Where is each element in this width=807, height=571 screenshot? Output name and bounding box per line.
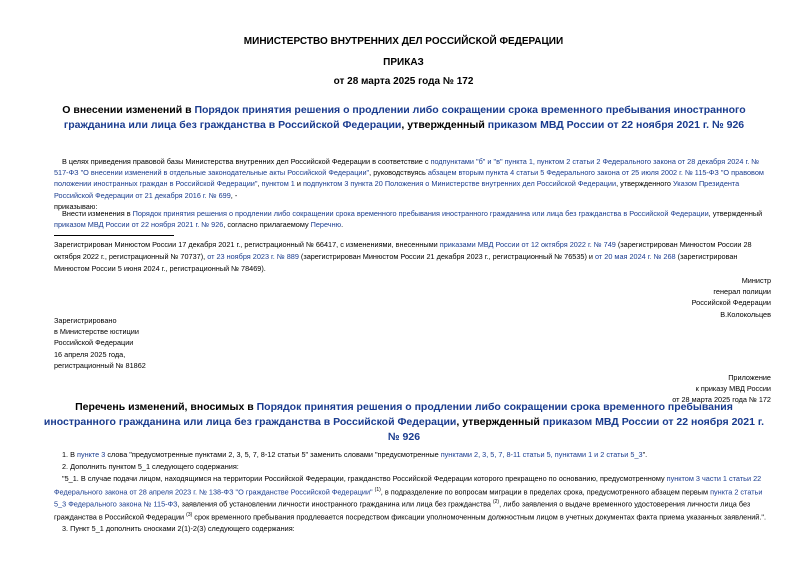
order-926-link[interactable]: приказом МВД России от 22 ноября 2021 г. № 926: [54, 220, 224, 230]
list-title: Перечень изменений, вносимых в Порядок принятия решения о продлении либо сокращении срока временного пребывания иностранного гражданина или лица без гражданства в Российской Федерации, утвержденный приказом МВД России от 22 ноября 2021 г. № 926: [43, 401, 765, 443]
law-138-link[interactable]: пунктом 3 части 1 статьи 22 Федерального закона от 28 апреля 2023 г. № 138-ФЗ "О гражданстве Российской Федерации": [54, 474, 762, 497]
order-title: О внесении изменений в Порядок принятия решения о продлении либо сокращении срока временного пребывания иностранного гражданина или лица без гражданства в Российской Федерации, утвержденный приказом МВД России от 22 ноября 2021 г. № 926: [62, 104, 746, 131]
list-item: 3. Пункт 5_1 дополнить сносками 2(1)-2(3) следующего содержания:: [62, 524, 295, 534]
main-order-paragraph: Внести изменения в Порядок принятия решения о продлении либо сокращении срока временного пребывания иностранного гражданина или лица без гражданства в Российской Федерации, утвержденный приказом МВД России от 22 ноября 2021 г. № 926, согласно прилагаемому Перечню.: [54, 209, 763, 230]
point-1-link[interactable]: пунктом 1: [261, 179, 295, 189]
article-5-3-link[interactable]: пункта 2 статьи 5_3 Федерального закона № 115-ФЗ: [54, 487, 763, 509]
ministry-heading: МИНИСТЕРСТВО ВНУТРЕННИХ ДЕЛ РОССИЙСКОЙ ФЕДЕРАЦИИ: [243, 36, 564, 47]
order-749-link[interactable]: приказами МВД России от 12 октября 2022 г. № 749: [439, 240, 616, 249]
procedure-link[interactable]: Порядок принятия решения о продлении либо сокращении срока временного пребывания иностранного гражданина или лица без гражданства в Российской Федерации: [132, 209, 709, 218]
registration-block: Зарегистрировано в Министерстве юстиции Российской Федерации 16 апреля 2025 года, регистрационный № 81862: [54, 316, 146, 370]
decree-699-link[interactable]: Указом Президента Российской Федерации от 21 декабря 2016 г. № 699: [54, 179, 740, 200]
changes-list: [54, 449, 772, 535]
list-title-order-link[interactable]: приказом МВД России от 22 ноября 2021 г. № 926: [387, 416, 765, 443]
order-889-link[interactable]: от 23 ноября 2023 г. № 889: [207, 252, 299, 261]
list-item: 1. В пункте 3 слова "предусмотренные пунктами 2, 3, 5, 7, 8-12 статьи 5" заменить словами "предусмотренные пунктами 2, 3, 5, 7, 8-11 статьи 5, пунктами 1 и 2 статьи 5_3".: [62, 450, 648, 459]
regulation-link[interactable]: подпунктом 3 пункта 20 Положения о Министерстве внутренних дел Российской Федерации: [302, 179, 617, 189]
list-item: "5_1. В случае подачи лицом, находящимся на территории Российской Федерации, гражданство Российской Федерации которого прекращено по основанию, предусмотренному пунктом 3 части 1 статьи 22 Федерального закона от 28 апреля 2023 г. № 138-ФЗ "О гражданстве Российской Федерации" $^{(1)}$, в подразделение по вопросам миграции в пределах срока, предусмотренного абзацем первым пункта 2 статьи 5_3 Федерального закона № 115-ФЗ, заявления об установлении личности иностранного гражданина или лица без гражданства $^{(2)}$, либо заявления о выдаче временного удостоверения личности лица без гражданства в Российской Федерации $^{(3)}$ срок временного пребывания продлевается посредством фиксации уполномоченным должностным лицом в учетных документах факта приема указанных заявлений.".: [54, 474, 767, 522]
order-268-link[interactable]: от 20 мая 2024 г. № 268: [595, 252, 676, 261]
list-item: 2. Дополнить пунктом 5_1 следующего содержания:: [62, 462, 239, 472]
appendix-header: Приложение к приказу МВД России от 28 марта 2025 года № 172: [672, 373, 771, 405]
points-link[interactable]: пунктами 2, 3, 5, 7, 8-11 статьи 5, пунктами 1 и 2 статьи 5_3: [440, 450, 643, 459]
signature-block: Министр генерал полиции Российской Федерации В.Колокольцев: [691, 276, 771, 319]
title-procedure-link[interactable]: Порядок принятия решения о продлении либо сокращении срока временного пребывания иностранного гражданина или лица без гражданства в Российской Федерации: [63, 104, 746, 131]
preamble: В целях приведения правовой базы Министерства внутренних дел Российской Федерации в соответствие с подпунктами "б" и "в" пункта 1, пунктом 2 статьи 2 Федерального закона от 28 декабря 2024 г. № 517-ФЗ "О внесении изменений в отдельные законодательные акты Российской Федерации", руководствуясь абзацем вторым пункта 4 статьи 5 Федерального закона от 25 июля 2002 г. № 115-ФЗ "О правовом положении иностранных граждан в Российской Федерации", пунктом 1 и подпунктом 3 пункта 20 Положения о Министерстве внутренних дел Российской Федерации, утвержденного Указом Президента Российской Федерации от 21 декабря 2016 г. № 699, - приказываю:: [54, 156, 772, 212]
list-link[interactable]: Перечню: [310, 220, 342, 230]
title-order-link[interactable]: приказом МВД России от 22 ноября 2021 г. № 926: [487, 119, 745, 131]
law-517-link[interactable]: подпунктами "б" и "в" пункта 1, пунктом 2 статьи 2 Федерального закона от 28 декабря 2024 г. № 517-ФЗ "О внесении изменений в отдельные законодательные акты Российской Федерации": [54, 157, 760, 178]
point-3-link[interactable]: пункте 3: [77, 450, 106, 459]
footnote-divider: [54, 235, 174, 236]
law-115-link[interactable]: абзацем вторым пункта 4 статьи 5 Федерального закона от 25 июля 2002 г. № 115-ФЗ "О правовом положении иностранных граждан в Российской Федерации": [54, 168, 764, 189]
date-number-heading: от 28 марта 2025 года № 172: [333, 76, 474, 87]
footnote: Зарегистрирован Минюстом России 17 декабря 2021 г., регистрационный № 66417, с изменениями, внесенными приказами МВД России от 12 октября 2022 г. № 749 (зарегистрирован Минюстом России 28 октября 2022 г., регистрационный № 70737), от 23 ноября 2023 г. № 889 (зарегистрирован Минюстом России 21 декабря 2023 г., регистрационный № 76535) и от 20 мая 2024 г. № 268 (зарегистрирован Минюстом России 5 июня 2024 г., регистрационный № 78469).: [54, 240, 752, 273]
order-word: приказываю:: [54, 201, 98, 211]
list-title-procedure-link[interactable]: Порядок принятия решения о продлении либо сокращении срока временного пребывания иностранного гражданина или лица без гражданства в Российской Федерации: [43, 401, 733, 428]
doc-type-heading: ПРИКАЗ: [383, 57, 424, 68]
